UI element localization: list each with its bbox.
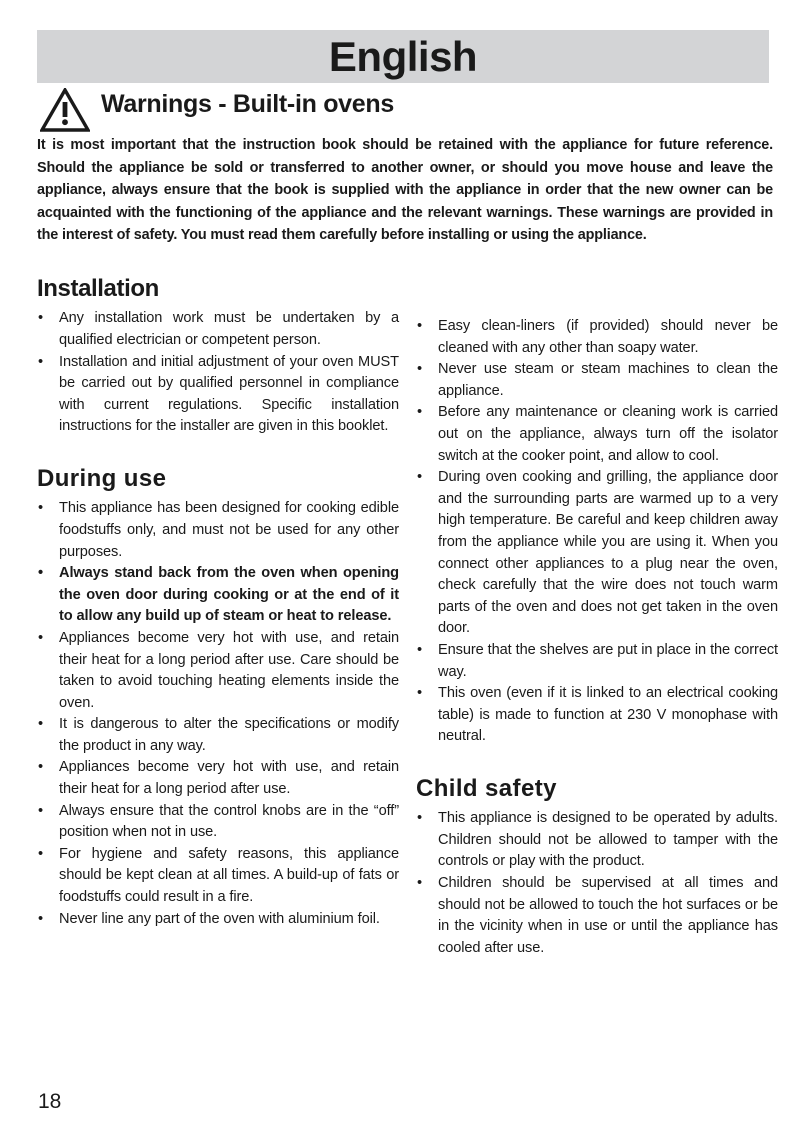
list-item: • This oven (even if it is linked to an electrical cooking table) is made to function at 230 V monophase with neutral.: [416, 683, 778, 748]
language-title: English: [328, 32, 478, 80]
list-item: • Easy clean-liners (if provided) should never be cleaned with any other than soapy water.: [416, 316, 778, 359]
right-column: [416, 316, 778, 959]
list-item: • Appliances become very hot with use, and retain their heat for a long period after use. Care should be taken to avoid touching heating elements inside the oven.: [37, 628, 399, 714]
list-item: • Appliances become very hot with use, and retain their heat for a long period after use.: [37, 757, 399, 800]
warnings-title: Warnings - Built-in ovens: [101, 90, 394, 118]
section-heading-child-safety: Child safety: [416, 774, 557, 802]
list-item: • This appliance has been designed for cooking edible foodstuffs only, and must not be used for any other purposes.: [37, 498, 399, 563]
list-item: • Always stand back from the oven when opening the oven door during cooking or at the end of it to allow any build up of steam or heat to release.: [37, 563, 399, 628]
warnings-heading-row: [37, 88, 777, 130]
list-item: • Never line any part of the oven with aluminium foil.: [37, 909, 399, 931]
during-use-continued-bullet-list: [416, 316, 778, 748]
section-heading-installation: Installation: [37, 275, 159, 302]
language-header-band: [37, 30, 769, 83]
list-item: • This appliance is designed to be operated by adults. Children should not be allowed to tamper with the controls or play with the product.: [416, 808, 778, 873]
list-item: • Children should be supervised at all times and should not be allowed to touch the hot surfaces or be in the vicinity when in use or until the appliance has cooled after use.: [416, 873, 778, 959]
warnings-intro-paragraph: It is most important that the instruction book should be retained with the appliance for future reference. Should the appliance be sold or transferred to another owner, or should you move house and leave the appliance, always ensure that the book is supplied with the appliance in order that the new owner can be acquainted with the functioning of the appliance and the relevant warnings. These warnings are provided in the interest of safety. You must read them carefully before installing or using the appliance.: [37, 137, 773, 244]
list-item: • For hygiene and safety reasons, this appliance should be kept clean at all times. A build-up of fats or foodstuffs could result in a fire.: [37, 844, 399, 909]
left-column: [37, 276, 399, 930]
list-item: • During oven cooking and grilling, the appliance door and the surrounding parts are warmed up to a very high temperature. Be careful and keep children away from the appliance while you are using it. When you connect other appliances to a plug near the oven, check carefully that the wire does not touch warm parts of the oven and does not get taken in the oven door.: [416, 467, 778, 640]
list-item: • It is dangerous to alter the specifications or modify the product in any way.: [37, 714, 399, 757]
list-item: • Always ensure that the control knobs are in the “off” position when not in use.: [37, 801, 399, 844]
section-heading-during-use: During use: [37, 464, 167, 492]
warning-triangle-icon: [40, 88, 90, 132]
child-safety-bullet-list: [416, 808, 778, 959]
list-item: • Never use steam or steam machines to clean the appliance.: [416, 359, 778, 402]
list-item: • Ensure that the shelves are put in place in the correct way.: [416, 640, 778, 683]
list-item: • Before any maintenance or cleaning work is carried out on the appliance, always turn off the isolator switch at the cooker point, and allow to cool.: [416, 402, 778, 467]
during-use-bullet-list: [37, 498, 399, 930]
list-item: • Installation and initial adjustment of your oven MUST be carried out by qualified personnel in compliance with current regulations. Specific installation instructions for the installer are given in this booklet.: [37, 352, 399, 438]
installation-bullet-list: [37, 308, 399, 438]
page-number: 18: [38, 1090, 62, 1113]
list-item: • Any installation work must be undertaken by a qualified electrician or competent person.: [37, 308, 399, 351]
